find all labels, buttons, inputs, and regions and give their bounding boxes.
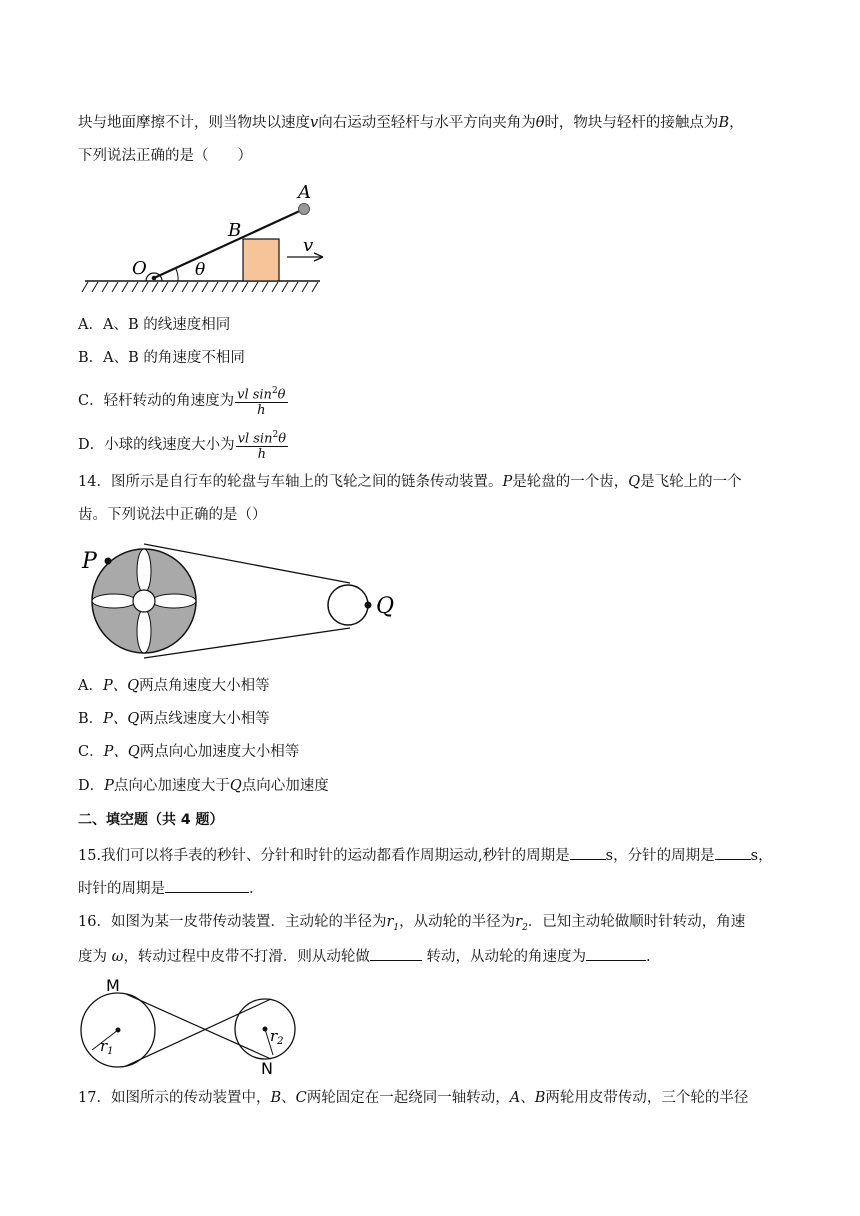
q14-point-P	[105, 558, 112, 565]
q14-label-P: P	[82, 549, 97, 574]
q16-line1: 16．如图为某一皮带传动装置．主动轮的半径为$r_1$，从动轮的半径为$r_2$．已知主动轮做顺时针转动，角速	[78, 914, 746, 933]
q13-stem-line1: 块与地面摩擦不计，则当物块以速度v向右运动至轻杆与水平方向夹角为θ时，物块与轻杆的接触点为B，	[78, 115, 744, 131]
q13-label-O: O	[132, 258, 147, 279]
q16-label-N: N	[261, 1059, 273, 1075]
q14-stem-line2: 齿。下列说法中正确的是（）	[78, 507, 267, 523]
q15-blank-seconds	[570, 845, 606, 860]
q14-chain-drive-figure	[80, 538, 410, 668]
q13-label-theta: θ	[195, 260, 206, 280]
q16-line2: 度为 ω，转动过程中皮带不打滑．则从动轮做 转动，从动轮的角速度为 .	[78, 946, 651, 967]
q16-label-r2-sub: 2	[277, 1036, 284, 1047]
q13-block	[243, 239, 279, 281]
q13-option-c: C．轻杆转动的角速度为 $\frac{vl \sin^2\theta}{h}$	[78, 386, 286, 419]
q13-label-B: B	[228, 220, 242, 241]
q15-line2: 时针的周期是 .	[78, 878, 254, 899]
q16-crossed-belt-figure	[78, 975, 308, 1075]
q16-label-M: M	[106, 976, 120, 995]
q15-line1: 15.我们可以将手表的秒针、分针和时针的运动都看作周期运动,秒针的周期是 s，分针的周期是 s，	[78, 845, 773, 866]
q14-sprocket	[328, 585, 368, 625]
q13-option-d: D．小球的线速度大小为 $\frac{vl \sin^2\theta}{h}$	[78, 430, 287, 463]
q13-option-c-fraction: $\frac{vl \sin^2\theta}{h}$	[237, 386, 286, 419]
q13-option-a: A．A、B 的线速度相同	[78, 317, 231, 333]
q16-blank-angular-velocity	[586, 946, 646, 961]
q13-option-b: B．A、B 的角速度不相同	[78, 350, 245, 366]
q13-rod-block-figure	[80, 178, 330, 298]
q13-label-A: A	[298, 182, 311, 203]
q16-blank-direction	[370, 946, 422, 961]
q16-label-r1-sub: 1	[107, 1046, 114, 1057]
q17-line1: 17．如图所示的传动装置中，B、C两轮固定在一起绕同一轴转动，A、B两轮用皮带传动，三个轮的半径	[78, 1090, 749, 1106]
q14-option-c: C．P、Q两点向心加速度大小相等	[78, 744, 300, 760]
q14-option-b: B．P、Q两点线速度大小相等	[78, 711, 270, 727]
q13-option-d-fraction: $\frac{vl \sin^2\theta}{h}$	[237, 430, 287, 463]
q14-label-Q: Q	[376, 594, 395, 619]
q14-point-Q	[365, 602, 372, 609]
q14-option-d: D．P点向心加速度大于Q点向心加速度	[78, 778, 329, 794]
q13-stem-line2: 下列说法正确的是（ ）	[78, 148, 252, 164]
q15-blank-hours	[165, 878, 249, 893]
q16-label-r1: r	[100, 1037, 108, 1055]
q14-stem-line1: 14．图所示是自行车的轮盘与车轴上的飞轮之间的链条传动装置。P是轮盘的一个齿，Q是飞轮上的一个	[78, 474, 742, 490]
q15-blank-minutes	[715, 845, 751, 860]
q13-label-v: v	[303, 235, 314, 256]
q13-ball	[299, 204, 310, 215]
q16-label-r2: r	[270, 1027, 278, 1045]
q14-option-a: A．P、Q两点角速度大小相等	[78, 678, 270, 694]
section2-title: 二、填空题（共 4 题）	[78, 812, 224, 828]
